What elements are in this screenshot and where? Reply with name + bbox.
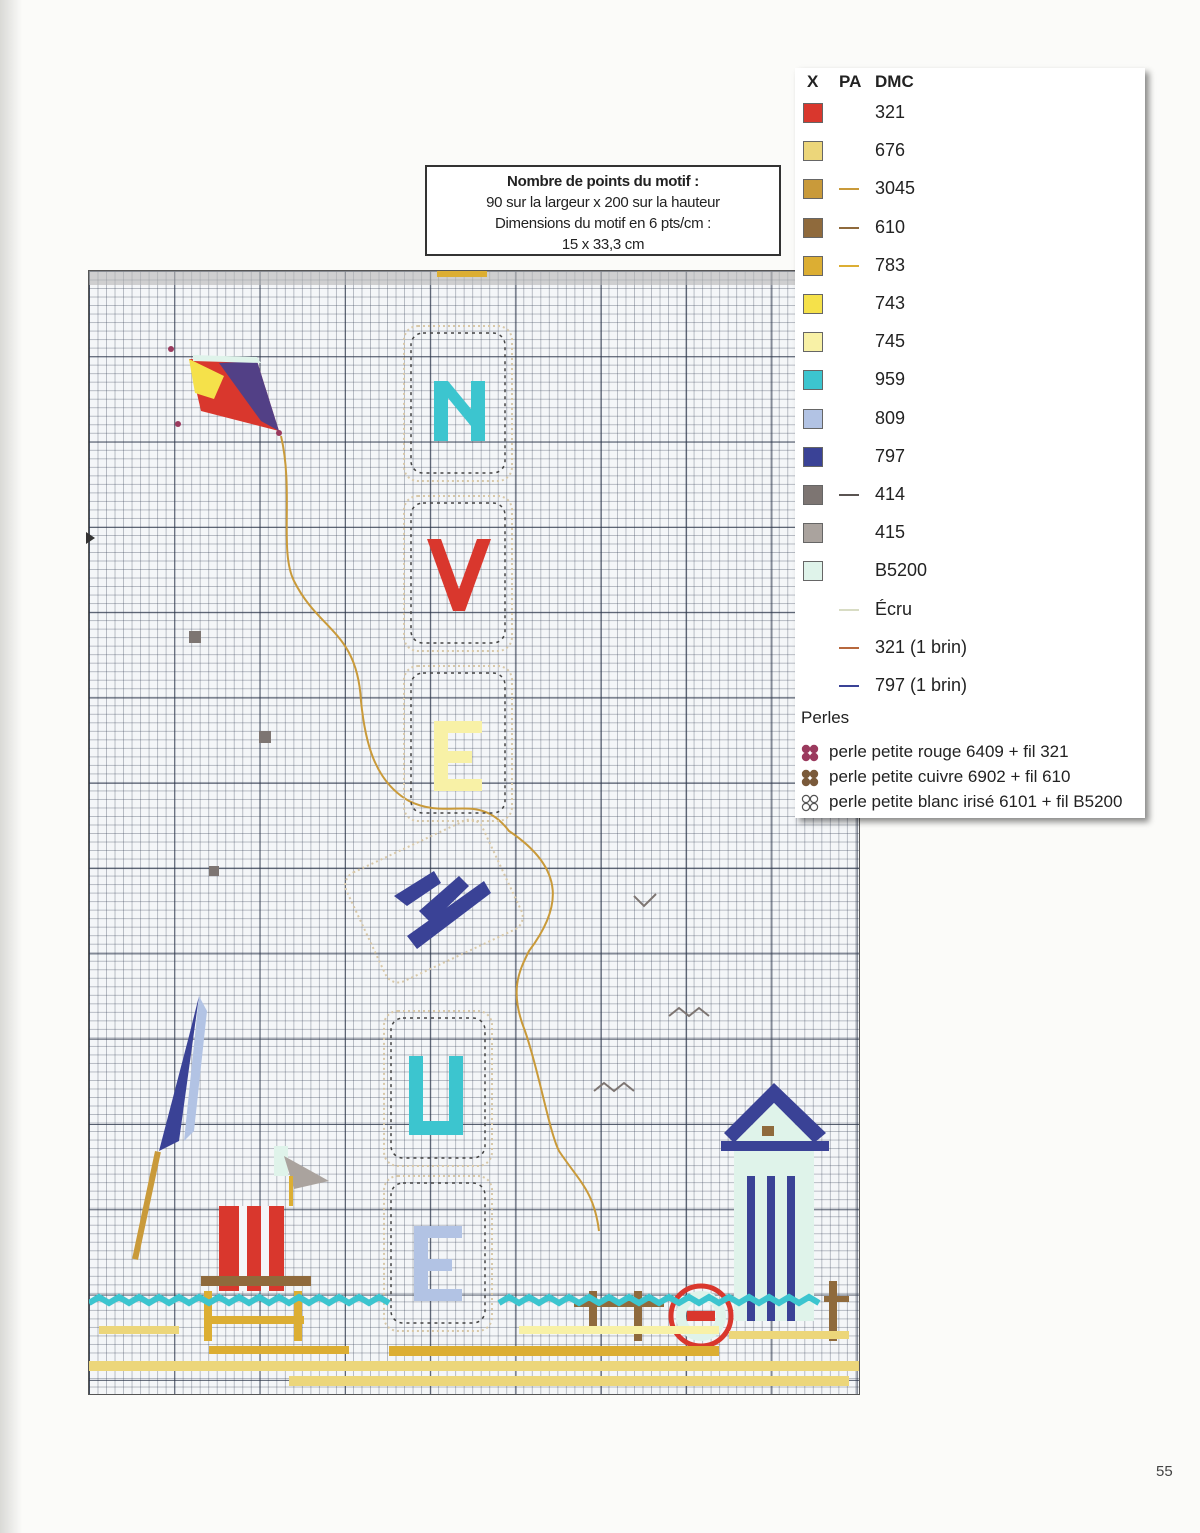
backstitch-line: [839, 685, 859, 687]
legend-row: [795, 514, 1145, 552]
dmc-code: 321: [875, 102, 906, 122]
color-swatch: [803, 218, 823, 238]
seagull: [274, 1146, 329, 1206]
legend-row: [795, 323, 1145, 361]
backstitch-line: [839, 609, 859, 611]
color-swatch: [803, 294, 823, 314]
dmc-code: 676: [875, 140, 906, 161]
bead-icon: [801, 769, 819, 787]
legend-row: [795, 247, 1145, 285]
bead-label: perle petite rouge 6409 + fil 321: [829, 742, 1069, 761]
legend-row: [795, 361, 1145, 399]
color-swatch: [803, 447, 823, 467]
legend-row: [795, 476, 1145, 514]
letter-e-lightblue: [414, 1226, 462, 1301]
legend-row: [795, 94, 1145, 132]
dmc-code: 959: [875, 369, 906, 390]
bead-icon: [801, 744, 819, 762]
dmc-code: B5200: [875, 560, 928, 581]
page-number: 55: [1156, 1463, 1173, 1480]
dmc-code: 3045: [875, 178, 916, 199]
legend-row: [795, 400, 1145, 438]
legend-row: [795, 438, 1145, 476]
motif-drawing: [89, 271, 860, 1395]
color-swatch: [803, 485, 823, 505]
parasol: [132, 996, 207, 1260]
color-swatch: [803, 179, 823, 199]
dmc-code: 610: [875, 216, 906, 237]
letter-m: [394, 871, 491, 949]
backstitch-line: [839, 265, 859, 267]
color-swatch: [803, 332, 823, 352]
seagulls-grey: [189, 631, 271, 876]
dmc-code: 797: [875, 445, 906, 466]
bead-row: [795, 765, 1145, 790]
legend-row: [795, 591, 1145, 629]
dmc-code: 743: [875, 293, 906, 313]
backstitch-line: [839, 494, 859, 496]
letter-e-yellow: [434, 721, 482, 791]
dmc-code: 809: [875, 407, 906, 428]
legend-row: [795, 170, 1145, 208]
motif-info-dimensions: 15 x 33,3 cm: [561, 236, 645, 253]
motif-info-title: Nombre de points du motif :: [507, 173, 699, 190]
color-swatch: [803, 409, 823, 429]
sea-waves-left: [89, 1297, 389, 1303]
legend-row: [795, 667, 1145, 705]
perles-title: Perles: [801, 708, 850, 727]
page-binding-shadow: [0, 0, 22, 1533]
bead-row: [795, 740, 1145, 765]
dmc-code: 797 (1 brin): [875, 675, 968, 695]
color-swatch: [803, 103, 823, 123]
cross-stitch-chart: [88, 270, 860, 1395]
letter-u: [409, 1056, 463, 1135]
motif-info-box: [425, 165, 781, 256]
dmc-code: 745: [875, 331, 906, 352]
bead-label: perle petite blanc irisé 6101 + fil B5200: [829, 792, 1123, 811]
kite: [168, 346, 282, 436]
hanging-top: [437, 271, 487, 277]
bead-icon: [801, 794, 819, 812]
backstitch-line: [839, 647, 859, 649]
legend-row: [795, 132, 1145, 170]
dmc-code: 415: [875, 522, 906, 543]
color-swatch: [803, 523, 823, 543]
beach-hut: [721, 1083, 829, 1321]
legend-header-x: X: [807, 72, 819, 91]
legend-row: [795, 285, 1145, 323]
backstitch-line: [839, 188, 859, 190]
deckchair: [201, 1206, 311, 1341]
center-arrow-marker: [86, 532, 95, 544]
letter-tags: [341, 326, 528, 1331]
lifebuoy: [671, 1286, 731, 1346]
legend-row: [795, 209, 1145, 247]
legend-header-dmc: DMC: [875, 72, 914, 91]
dmc-code: 783: [875, 254, 906, 275]
letter-v: [427, 539, 491, 611]
legend-header-pa: PA: [839, 72, 862, 91]
dmc-code: Écru: [875, 598, 913, 619]
color-swatch: [803, 370, 823, 390]
color-swatch: [803, 561, 823, 581]
bead-label: perle petite cuivre 6902 + fil 610: [829, 767, 1071, 786]
motif-info-size: 90 sur la largeur x 200 sur la hauteur: [486, 194, 720, 211]
dmc-code: 414: [875, 484, 906, 504]
backstitch-line: [839, 227, 859, 229]
color-legend: [795, 68, 1145, 818]
color-swatch: [803, 141, 823, 161]
birds: [594, 894, 709, 1091]
letter-n: [434, 381, 485, 441]
dmc-code: 321 (1 brin): [875, 636, 968, 657]
color-swatch: [803, 256, 823, 276]
bead-row: [795, 790, 1145, 815]
motif-info-dimensions-label: Dimensions du motif en 6 pts/cm :: [494, 215, 712, 232]
legend-row: [795, 629, 1145, 667]
legend-row: [795, 552, 1145, 590]
